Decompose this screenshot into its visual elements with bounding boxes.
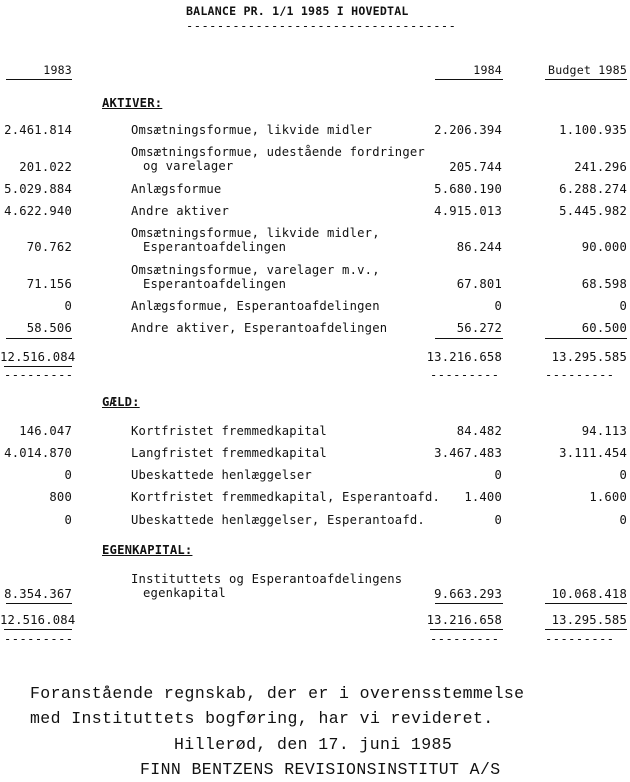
gaeld-row-1984: 0 — [494, 513, 502, 527]
gaeld-row-1983: 4.014.870 — [4, 446, 72, 460]
header-1983-rule — [6, 79, 72, 80]
aktiver-row-1984: 5.680.190 — [434, 182, 502, 196]
aktiver-row-desc: Omsætningsformue, varelager m.v., — [131, 263, 380, 277]
title-dashes: ----------------------------------- — [186, 19, 457, 33]
aktiver-sum-rule — [545, 338, 627, 339]
aktiver-total-1984: 13.216.658 — [426, 350, 502, 364]
aktiver-row-desc: Andre aktiver, Esperantoafdelingen — [131, 321, 388, 335]
aktiver-row-1984: 205.744 — [449, 160, 502, 174]
gaeld-row-desc: Ubeskattede henlæggelser — [131, 468, 312, 482]
aktiver-row-desc: Omsætningsformue, likvide midler — [131, 123, 373, 137]
gaeld-row-1983: 800 — [49, 490, 72, 504]
aktiver-row-1983: 0 — [64, 299, 72, 313]
gaeld-row-budget: 0 — [619, 468, 627, 482]
aktiver-row-budget: 0 — [619, 299, 627, 313]
passiver-total-dashes: --------- — [430, 632, 500, 646]
place-date: Hillerød, den 17. juni 1985 — [174, 735, 453, 754]
aktiver-total-1983: 12.516.084 — [0, 350, 76, 364]
gaeld-row-1984: 0 — [494, 468, 502, 482]
aktiver-row-1983: 2.461.814 — [4, 123, 72, 137]
aktiver-row-1984: 67.801 — [456, 277, 502, 291]
section-aktiver: AKTIVER: — [102, 96, 163, 110]
egenkapital-desc-cont: egenkapital — [143, 586, 226, 600]
aktiver-sum-rule — [435, 338, 503, 339]
aktiver-row-1983: 58.506 — [26, 321, 72, 335]
gaeld-row-desc: Kortfristet fremmedkapital, Esperantoafd. — [131, 490, 441, 504]
egenkapital-budget: 10.068.418 — [551, 587, 627, 601]
aktiver-row-budget: 5.445.982 — [559, 204, 627, 218]
passiver-total-underline — [430, 629, 503, 630]
aktiver-sum-rule — [6, 338, 72, 339]
aktiver-row-1983: 70.762 — [26, 240, 72, 254]
aktiver-total-dashes: --------- — [4, 368, 74, 382]
gaeld-row-1983: 146.047 — [19, 424, 72, 438]
gaeld-row-desc: Kortfristet fremmedkapital — [131, 424, 327, 438]
auditor-statement-line2: med Instituttets bogføring, har vi revideret. — [30, 709, 494, 728]
egenkapital-desc: Instituttets og Esperantoafdelingens — [131, 572, 403, 586]
aktiver-row-desc: Anlægsformue, Esperantoafdelingen — [131, 299, 380, 313]
aktiver-row-1983: 5.029.884 — [4, 182, 72, 196]
auditor-statement-line1: Foranstående regnskab, der er i overensstemmelse — [30, 684, 525, 703]
aktiver-row-budget: 60.500 — [581, 321, 627, 335]
gaeld-row-1984: 3.467.483 — [434, 446, 502, 460]
section-gaeld: GÆLD: — [102, 395, 140, 409]
gaeld-row-budget: 94.113 — [581, 424, 627, 438]
aktiver-row-budget: 90.000 — [581, 240, 627, 254]
gaeld-row-1983: 0 — [64, 513, 72, 527]
passiver-sum-rule — [545, 603, 627, 604]
aktiver-row-desc-cont: Esperantoafdelingen — [143, 240, 287, 254]
passiver-total-dashes: --------- — [4, 632, 74, 646]
aktiver-row-budget: 68.598 — [581, 277, 627, 291]
page-title: BALANCE PR. 1/1 1985 I HOVEDTAL — [186, 4, 409, 18]
aktiver-row-1984: 56.272 — [456, 321, 502, 335]
gaeld-row-desc: Ubeskattede henlæggelser, Esperantoafd. — [131, 513, 425, 527]
section-egenkapital: EGENKAPITAL: — [102, 543, 193, 557]
aktiver-row-desc: Andre aktiver — [131, 204, 229, 218]
aktiver-row-budget: 1.100.935 — [559, 123, 627, 137]
aktiver-row-1983: 201.022 — [19, 160, 72, 174]
passiver-total-underline — [4, 629, 72, 630]
aktiver-row-1984: 4.915.013 — [434, 204, 502, 218]
aktiver-row-1984: 2.206.394 — [434, 123, 502, 137]
aktiver-row-desc: Omsætningsformue, udestående fordringer — [131, 145, 425, 159]
header-1984-rule — [435, 79, 503, 80]
egenkapital-1984: 9.663.293 — [434, 587, 502, 601]
aktiver-row-budget: 6.288.274 — [559, 182, 627, 196]
aktiver-total-dashes: --------- — [545, 368, 615, 382]
aktiver-row-desc: Omsætningsformue, likvide midler, — [131, 226, 380, 240]
gaeld-row-desc: Langfristet fremmedkapital — [131, 446, 327, 460]
aktiver-row-1984: 0 — [494, 299, 502, 313]
header-budget-rule — [545, 79, 627, 80]
egenkapital-1983: 8.354.367 — [4, 587, 72, 601]
gaeld-row-budget: 1.600 — [589, 490, 627, 504]
gaeld-row-1984: 84.482 — [456, 424, 502, 438]
gaeld-row-budget: 0 — [619, 513, 627, 527]
aktiver-total-dashes: --------- — [430, 368, 500, 382]
gaeld-row-1983: 0 — [64, 468, 72, 482]
aktiver-row-desc-cont: Esperantoafdelingen — [143, 277, 287, 291]
auditor-firm: FINN BENTZENS REVISIONSINSTITUT A/S — [140, 760, 501, 779]
header-1983: 1983 — [43, 63, 72, 77]
aktiver-total-budget: 13.295.585 — [551, 350, 627, 364]
passiver-total-budget: 13.295.585 — [551, 613, 627, 627]
passiver-sum-rule — [435, 603, 503, 604]
header-budget-1985: Budget 1985 — [548, 63, 627, 77]
passiver-total-1983: 12.516.084 — [0, 613, 76, 627]
passiver-total-1984: 13.216.658 — [426, 613, 502, 627]
header-1984: 1984 — [473, 63, 502, 77]
aktiver-row-1983: 71.156 — [26, 277, 72, 291]
passiver-total-underline — [545, 629, 627, 630]
gaeld-row-1984: 1.400 — [464, 490, 502, 504]
passiver-sum-rule — [6, 603, 72, 604]
aktiver-row-desc: Anlægsformue — [131, 182, 222, 196]
aktiver-total-underline — [4, 366, 72, 367]
aktiver-row-budget: 241.296 — [574, 160, 627, 174]
passiver-total-dashes: --------- — [545, 632, 615, 646]
aktiver-row-1983: 4.622.940 — [4, 204, 72, 218]
aktiver-row-desc-cont: og varelager — [143, 159, 234, 173]
aktiver-row-1984: 86.244 — [456, 240, 502, 254]
gaeld-row-budget: 3.111.454 — [559, 446, 627, 460]
